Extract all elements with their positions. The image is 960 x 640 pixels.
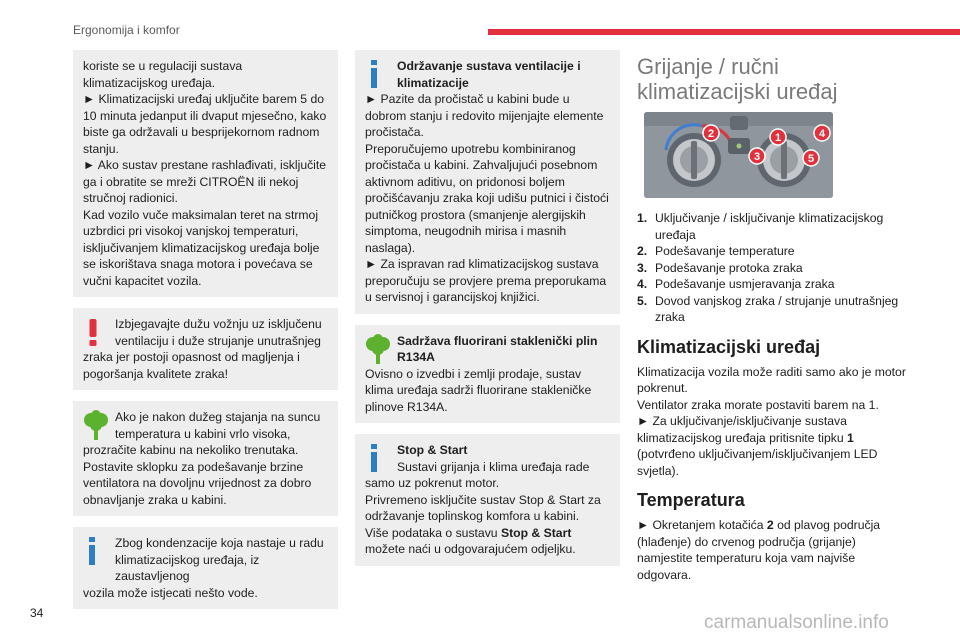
maintenance-title: Održavanje sustava ventilacije i klimatizacije (397, 59, 581, 90)
warning-text-rest: zraka jer postoji opasnost od magljenja i pogoršanja kvalitete zraka! (83, 350, 300, 381)
eco-text-first: Ako je nakon dužeg stajanja na suncu temperatura u kabini vrlo visoka, (115, 410, 321, 441)
info-text-rest: vozila može istjecati nešto vode. (83, 585, 258, 600)
panel-label-3: 3 (753, 151, 761, 163)
temperature-heading: Temperatura (637, 490, 745, 510)
list-item: 5. Dovod vanjskog zraka / strujanje unutrašnjeg zraka (637, 293, 899, 324)
fluor-gas-box (355, 325, 620, 424)
panel-label-4: 4 (818, 128, 826, 140)
text-line: samo uz pokrenut motor. (365, 476, 500, 490)
warning-box (73, 308, 338, 390)
column-middle (355, 50, 620, 577)
list-item: 2. Podešavanje temperature (637, 244, 795, 258)
list-item: 3. Podešavanje protoka zraka (637, 260, 803, 275)
text-run: možete naći u odgovarajućem odjeljku. (365, 542, 576, 556)
info-text-first: Zbog kondenzacije koja nastaje u radu klimatizacijskog uređaja, iz zaustavljenog (115, 536, 324, 583)
text-line: ► Za ispravan rad klimatizacijskog sustava preporučuju se provjere prema preporukama u servisnoj i garancijskoj knjižici. (365, 257, 607, 304)
running-header: Ergonomija i komfor (73, 23, 180, 37)
panel-label-1: 1 (774, 132, 782, 144)
eco-tree-icon (365, 334, 387, 366)
text-run: Više podataka o sustavu (365, 525, 501, 540)
text-line: Privremeno isključite sustav Stop & Start za održavanje toplinskog komfora u kabini. (365, 492, 601, 523)
eco-tree-icon (83, 410, 105, 442)
eco-text-rest: prozračite kabinu na nekoliko trenutaka. Postavite sklopku za podešavanje brzine ventilatora na dovoljnu vrijednost za dobro obnavljanje zraka u kabini. (83, 443, 312, 507)
text-line: ► Ako sustav prestane rashlađivati, isključite ga i obratite se mreži CITROËN ili nekoj stručnoj radionici. (83, 158, 327, 205)
section-title: Grijanje / ručni klimatizacijski uređaj (637, 54, 838, 104)
control-legend-list (637, 210, 907, 326)
info-icon (368, 59, 390, 91)
ac-heading: Klimatizacijski uređaj (637, 336, 821, 357)
text-line: Kad vozilo vuče maksimalan teret na strmoj uzbrdici pri visokoj vanjskoj temperaturi, isključivanjem klimatizacijskog uređaja bolje se iskorištava snaga motora i povećava se vučni kapacitet vozila. (83, 207, 320, 288)
warning-icon (86, 317, 108, 349)
ac-usage-box (73, 50, 338, 297)
panel-label-5: 5 (807, 153, 815, 165)
stopstart-title: Stop & Start (397, 443, 468, 457)
stopstart-text-first: Sustavi grijanja i klima uređaja rade (397, 459, 590, 474)
stopstart-box (355, 434, 620, 566)
maintenance-box (355, 50, 620, 314)
info-box (73, 527, 338, 609)
page-number: 34 (30, 606, 44, 620)
header-accent-bar (488, 29, 960, 35)
warning-text-first: Izbjegavajte dužu vožnju uz isključenu ventilaciju i duže strujanje unutrašnjeg (115, 317, 322, 348)
fluor-text: Ovisno o izvedbi i zemlji prodaje, sustav klima uređaja sadrži fluorirane stakleničke plinove R134A. (365, 366, 592, 414)
text-run-bold: Stop & Start (500, 525, 572, 540)
info-icon (368, 443, 390, 475)
watermark: carmanualsonline.info (704, 612, 889, 633)
text-line: Preporučujemo upotrebu kombiniranog pročistača u kabini. Zahvaljujući posebnom aktivnom aditivu, on pridonosi boljem pročišćavanju zraka koji udišu putnici i čistoći putničkog prostora (smanjenje alergijskih simptoma, neugodnih mirisa i masnih naslaga). (365, 141, 609, 255)
text-line (365, 525, 610, 558)
text-line: koriste se u regulaciji sustava klimatizacijskog uređaja. (83, 59, 243, 90)
panel-label-2: 2 (707, 128, 715, 140)
ac-text: ► Za uključivanje/isključivanje sustava klimatizacijskog uređaja pritisnite tipku 1 (potvrđeno uključivanjem/isključivanjem LED svjetla). (637, 414, 878, 478)
text-line: ► Pazite da pročistač u kabini bude u dobrom stanju i redovito mijenjajte elemente pročistača. (365, 92, 604, 139)
climate-control-panel-image (644, 112, 833, 198)
list-item: 4. Podešavanje usmjeravanja zraka (637, 277, 835, 291)
column-left (73, 50, 338, 620)
fluor-title: Sadržava fluorirani staklenički plin R134A (397, 333, 598, 364)
info-icon (86, 536, 108, 568)
column-right (637, 54, 907, 583)
ac-text: Ventilator zraka morate postaviti barem na 1. (637, 397, 879, 412)
text-line: ► Klimatizacijski uređaj uključite barem 5 do 10 minuta jedanput ili dvaput mjesečno, kako biste ga održavali u besprijekornom radnom stanju. (83, 92, 327, 156)
ac-text: Klimatizacija vozila može raditi samo ako je motor pokrenut. (637, 364, 906, 395)
list-item: 1. Uključivanje / isključivanje klimatizacijskog uređaja (637, 211, 884, 242)
temperature-text: ► Okretanjem kotačića 2 od plavog područja (hlađenje) do crvenog područja (grijanje) namjestite temperaturu koja vam najviše odgovara. (637, 518, 881, 582)
eco-box (73, 401, 338, 516)
